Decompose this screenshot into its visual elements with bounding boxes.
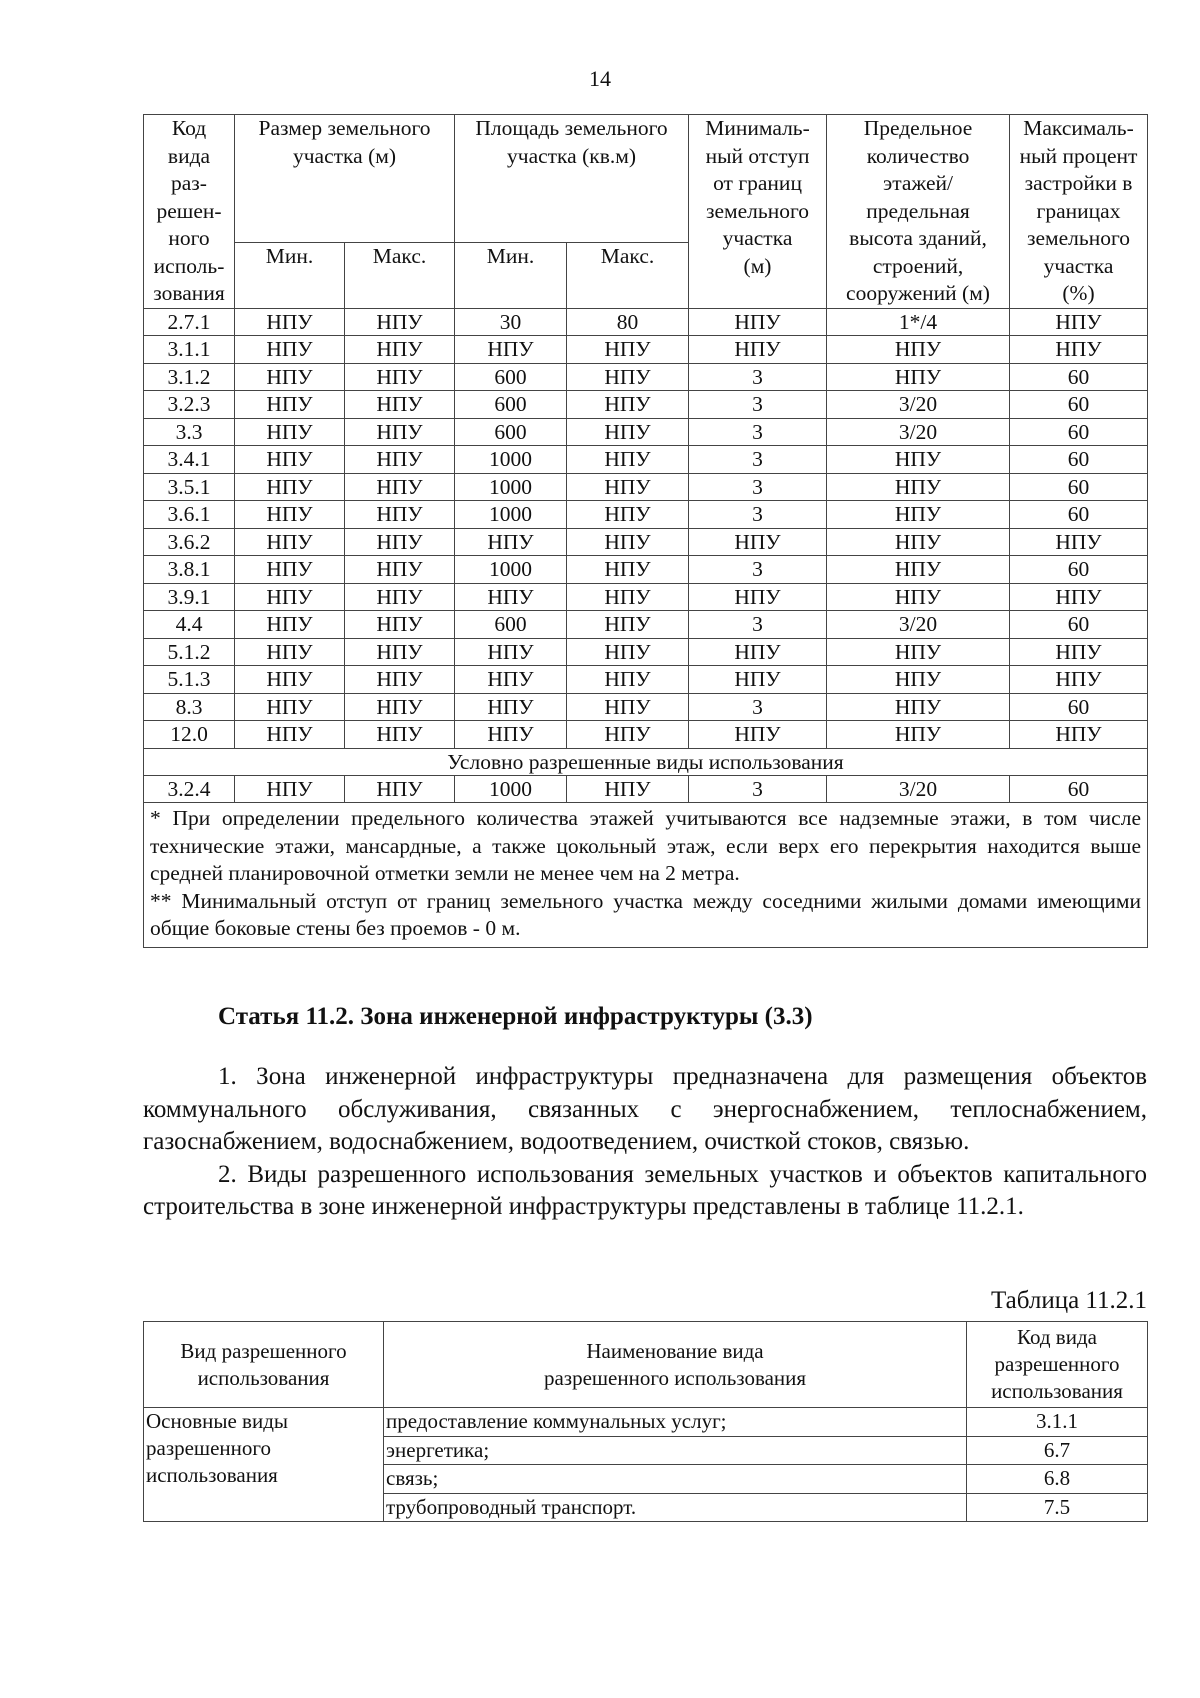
use-code-cell: 7.5 [967,1493,1148,1522]
table-cell: 3 [689,418,827,446]
table-cell: НПУ [1010,308,1148,336]
header-offset: Минималь- ный отступ от границ земельного участка (м) [689,115,827,309]
table-cell: 1000 [455,501,567,529]
table-cell: НПУ [345,721,455,749]
use-code-cell: 8.3 [144,693,235,721]
use-code-cell: 3.2.3 [144,391,235,419]
table-cell: НПУ [827,473,1010,501]
table-notes [144,803,1148,948]
use-code-cell: 3.2.4 [144,775,235,803]
table-cell: НПУ [345,336,455,364]
use-code-cell: 3.6.1 [144,501,235,529]
use-name-cell: связь; [384,1465,967,1494]
table-cell: НПУ [235,418,345,446]
table-cell: 30 [455,308,567,336]
header-size-min: Мин. [235,243,345,308]
article-title: Статья 11.2. Зона инженерной инфраструктуры (3.3) [218,1003,813,1030]
table-row [144,611,1148,639]
table-cell: НПУ [1010,666,1148,694]
table-row [144,1408,1148,1437]
table-cell: НПУ [235,556,345,584]
header-use-type: Вид разрешенного использования [144,1322,384,1408]
page-number: 14 [589,66,611,91]
table-cell: НПУ [1010,583,1148,611]
conditional-uses-header: Условно разрешенные виды использования [144,748,1148,775]
table-cell: 60 [1010,363,1148,391]
table-cell: НПУ [567,583,689,611]
table-cell: НПУ [567,528,689,556]
table-cell: НПУ [235,666,345,694]
table-cell: НПУ [827,638,1010,666]
table-cell: НПУ [567,363,689,391]
header-area-max: Макс. [567,243,689,308]
table-cell: 60 [1010,391,1148,419]
table-cell: НПУ [235,336,345,364]
table-cell: 60 [1010,775,1148,803]
table-cell: НПУ [345,446,455,474]
table-row [144,666,1148,694]
table-cell: НПУ [567,638,689,666]
table-row [144,693,1148,721]
table-cell: НПУ [345,556,455,584]
table-cell: НПУ [827,501,1010,529]
table-cell: НПУ [827,446,1010,474]
table-cell: НПУ [235,473,345,501]
use-code-cell: 3.1.1 [144,336,235,364]
table-cell: НПУ [827,666,1010,694]
table-cell: НПУ [567,775,689,803]
table-cell: НПУ [1010,528,1148,556]
parameters-body [144,308,1148,748]
table-cell: НПУ [567,446,689,474]
table-cell: НПУ [455,638,567,666]
table-row [144,308,1148,336]
permitted-uses-table [143,1321,1148,1522]
table-cell: 3 [689,611,827,639]
table-cell: НПУ [1010,638,1148,666]
table-cell: НПУ [235,721,345,749]
table-row [144,775,1148,803]
header-floors: Предельное количество этажей/ предельная высота зданий, строений, сооружений (м) [827,115,1010,309]
table-cell: НПУ [345,693,455,721]
table-row [144,418,1148,446]
table-cell: НПУ [1010,336,1148,364]
table-cell: 60 [1010,501,1148,529]
conditional-body [144,775,1148,803]
table-cell: 60 [1010,693,1148,721]
table-cell: НПУ [567,556,689,584]
table-cell: НПУ [827,363,1010,391]
use-code-cell: 4.4 [144,611,235,639]
use-code-cell: 3.1.1 [967,1408,1148,1437]
header-use-name: Наименование вида разрешенного использования [384,1322,967,1408]
table-cell: 60 [1010,473,1148,501]
table-cell: НПУ [235,693,345,721]
table-cell: НПУ [455,336,567,364]
table-row [144,556,1148,584]
table-row [144,363,1148,391]
table-cell: 1000 [455,446,567,474]
table-cell: НПУ [345,418,455,446]
table-cell: 60 [1010,556,1148,584]
parameters-table [143,114,1148,948]
table-cell: НПУ [827,336,1010,364]
table-cell: 600 [455,391,567,419]
table-row [144,528,1148,556]
table-cell: НПУ [345,638,455,666]
table-cell: НПУ [235,363,345,391]
table-cell: НПУ [345,363,455,391]
table-cell: НПУ [345,583,455,611]
table-row [144,583,1148,611]
use-category-cell: Основные виды разрешенного использования [144,1408,384,1522]
header-size: Размер земельного участка (м) [235,115,455,243]
table-row [144,336,1148,364]
table-cell: 3 [689,391,827,419]
table-cell: НПУ [455,583,567,611]
table-cell: 600 [455,611,567,639]
table-cell: НПУ [827,583,1010,611]
table-cell: НПУ [455,528,567,556]
table-cell: НПУ [455,721,567,749]
table-cell: НПУ [235,528,345,556]
table-row [144,501,1148,529]
table-cell: 60 [1010,446,1148,474]
use-name-cell: трубопроводный транспорт. [384,1493,967,1522]
table-cell: 1000 [455,473,567,501]
table-cell: НПУ [1010,721,1148,749]
use-code-cell: 6.7 [967,1436,1148,1465]
use-code-cell: 3.3 [144,418,235,446]
table-cell: НПУ [235,775,345,803]
table-cell: НПУ [235,501,345,529]
use-code-cell: 3.5.1 [144,473,235,501]
table-cell: 3 [689,473,827,501]
table-cell: НПУ [235,611,345,639]
table-cell: 1000 [455,556,567,584]
table-row [144,391,1148,419]
use-code-cell: 6.8 [967,1465,1148,1494]
table-cell: НПУ [689,638,827,666]
use-code-cell: 5.1.3 [144,666,235,694]
table-cell: НПУ [827,528,1010,556]
table-cell: НПУ [827,693,1010,721]
table-cell: НПУ [345,611,455,639]
table-cell: НПУ [567,611,689,639]
header-use-code: Код вида разрешенного использования [967,1322,1148,1408]
note-offset: ** Минимальный отступ от границ земельного участка между соседними жилыми домами имеющими общие боковые стены без проемов - 0 м. [150,888,1142,940]
table-cell: 3/20 [827,775,1010,803]
header-area: Площадь земельного участка (кв.м) [455,115,689,243]
table-cell: НПУ [345,501,455,529]
use-code-cell: 3.8.1 [144,556,235,584]
header-size-max: Макс. [345,243,455,308]
table-row [144,446,1148,474]
header-area-min: Мин. [455,243,567,308]
use-code-cell: 3.9.1 [144,583,235,611]
use-code-cell: 3.6.2 [144,528,235,556]
table-cell: НПУ [689,721,827,749]
paragraph-2: 2. Виды разрешенного использования земельных участков и объектов капитального строительства в зоне инженерной инфраструктуры представлены в таблице 11.2.1. [143,1160,1147,1220]
table-cell: НПУ [567,693,689,721]
table-cell: 60 [1010,418,1148,446]
table-cell: НПУ [345,473,455,501]
table-caption: Таблица 11.2.1 [991,1287,1147,1314]
table-cell: 60 [1010,611,1148,639]
use-name-cell: предоставление коммунальных услуг; [384,1408,967,1437]
table-cell: НПУ [235,446,345,474]
table-cell: 3 [689,693,827,721]
table-cell: НПУ [827,721,1010,749]
use-code-cell: 5.1.2 [144,638,235,666]
table-cell: НПУ [689,583,827,611]
table-cell: 3/20 [827,611,1010,639]
table-cell: НПУ [567,391,689,419]
table-cell: НПУ [455,666,567,694]
table-cell: НПУ [345,528,455,556]
table-cell: НПУ [567,418,689,446]
use-code-cell: 12.0 [144,721,235,749]
table-cell: 3/20 [827,418,1010,446]
use-code-cell: 2.7.1 [144,308,235,336]
table-cell: НПУ [567,473,689,501]
uses-body [144,1408,1148,1522]
table-cell: НПУ [455,693,567,721]
table-cell: НПУ [689,666,827,694]
table-row [144,638,1148,666]
table-cell: 600 [455,418,567,446]
table-cell: 3/20 [827,391,1010,419]
table-cell: НПУ [345,391,455,419]
table-cell: НПУ [345,775,455,803]
table-cell: НПУ [235,583,345,611]
table-cell: НПУ [567,336,689,364]
table-cell: 3 [689,556,827,584]
table-cell: НПУ [235,391,345,419]
table-cell: НПУ [689,308,827,336]
table-row [144,473,1148,501]
table-cell: НПУ [827,556,1010,584]
use-code-cell: 3.1.2 [144,363,235,391]
table-cell: НПУ [567,666,689,694]
table-cell: НПУ [689,528,827,556]
table-cell: НПУ [345,308,455,336]
table-cell: 3 [689,501,827,529]
table-cell: НПУ [567,501,689,529]
table-cell: НПУ [235,308,345,336]
use-name-cell: энергетика; [384,1436,967,1465]
table-cell: 3 [689,363,827,391]
table-cell: 600 [455,363,567,391]
table-cell: 3 [689,446,827,474]
table-cell: НПУ [235,638,345,666]
table-cell: НПУ [345,666,455,694]
article-body [143,1061,1147,1224]
table-cell: 1000 [455,775,567,803]
table-cell: 80 [567,308,689,336]
header-code: Код вида раз- решен- ного исполь- зования [144,115,235,309]
note-floors: * При определении предельного количества этажей учитываются все надземные этажи, в том числе технические этажи, мансардные, а также цокольный этаж, если верх его перекрытия находится выше средней планировочной отметки земли не менее чем на 2 метра. [150,806,1142,885]
header-percent: Максималь- ный процент застройки в границах земельного участка (%) [1010,115,1148,309]
table-cell: 3 [689,775,827,803]
table-cell: НПУ [689,336,827,364]
use-code-cell: 3.4.1 [144,446,235,474]
table-cell: НПУ [567,721,689,749]
table-cell: 1*/4 [827,308,1010,336]
table-row [144,721,1148,749]
paragraph-1: 1. Зона инженерной инфраструктуры предназначена для размещения объектов коммунального обслуживания, связанных с энергоснабжением, теплоснабжением, газоснабжением, водоснабжением, водоотведением, очисткой стоков, связью. [143,1063,1147,1155]
